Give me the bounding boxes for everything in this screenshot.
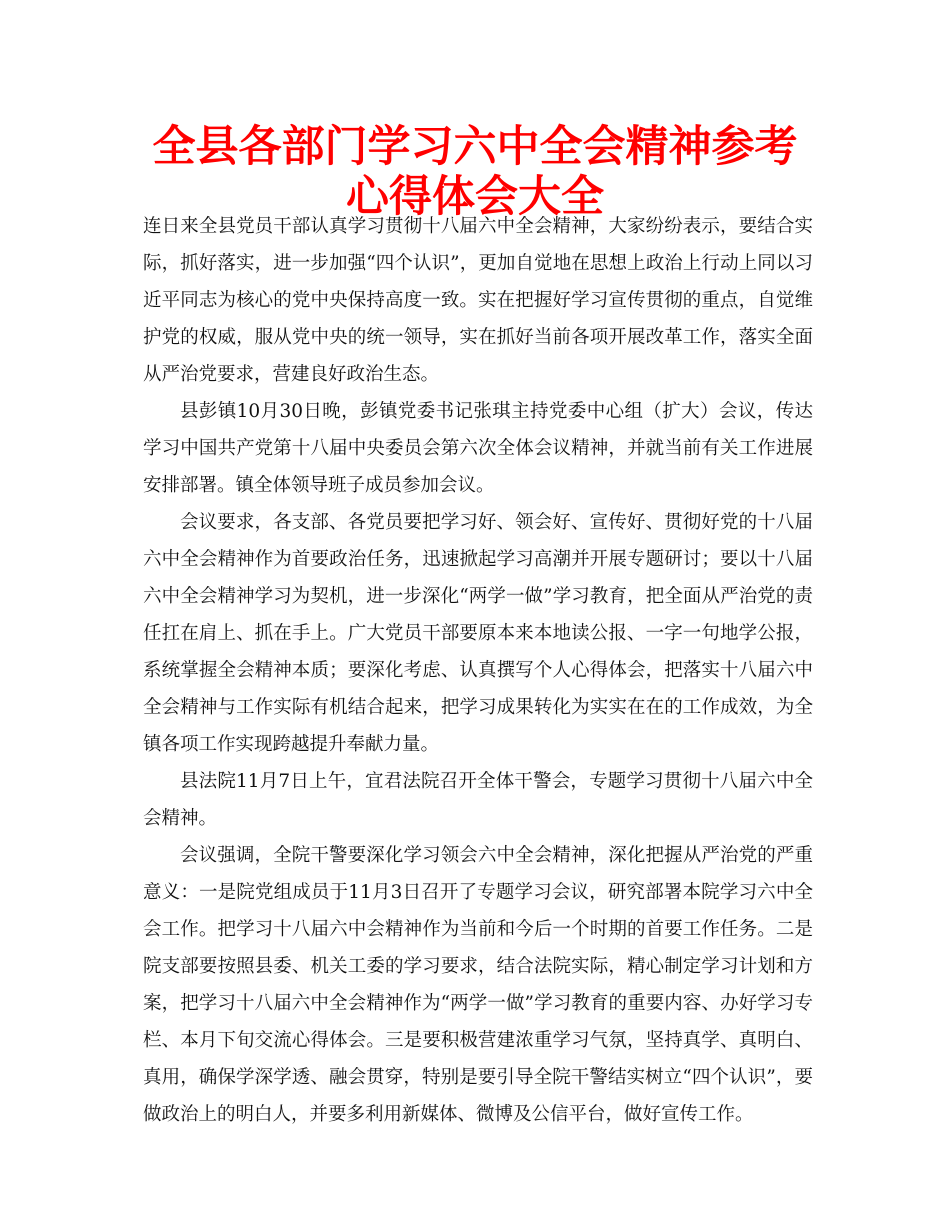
paragraph-4: 县法院11月7日上午，宜君法院召开全体干警会，专题学习贯彻十八届六中全会精神。 — [143, 771, 813, 829]
page-title: 全县各部门学习六中全会精神参考心得体会大全 — [152, 122, 798, 222]
document-body — [143, 208, 813, 1133]
paragraph-1: 连日来全县党员干部认真学习贯彻十八届六中全会精神，大家纷纷表示，要结合实际，抓好落实，进一步加强“四个认识”，更加自觉地在思想上政治上行动上同以习近平同志为核心的党中央保持高度一致。实在把握好学习宣传贯彻的重点，自觉维护党的权威，服从党中央的统一领导，实在抓好当前各项开展改革工作，落实全面从严治党要求，营建良好政治生态。 — [143, 216, 813, 385]
paragraph-2: 县彭镇10月30日晚，彭镇党委书记张琪主持党委中心组（扩大）会议，传达学习中国共产党第十八届中央委员会第六次全体会议精神，并就当前有关工作进展安排部署。镇全体领导班子成员参加会议。 — [143, 401, 813, 496]
paragraph-3: 会议要求，各支部、各党员要把学习好、领会好、宣传好、贯彻好党的十八届六中全会精神作为首要政治任务，迅速掀起学习高潮并开展专题研讨；要以十八届六中全会精神学习为契机，进一步深化“两学一做”学习教育，把全面从严治党的责任扛在肩上、抓在手上。广大党员干部要原本来本地读公报、一字一句地学公报，系统掌握全会精神本质；要深化考虑、认真撰写个人心得体会，把落实十八届六中全会精神与工作实际有机结合起来，把学习成果转化为实实在在的工作成效，为全镇各项工作实现跨越提升奉献力量。 — [143, 512, 813, 755]
paragraph-5: 会议强调，全院干警要深化学习领会六中全会精神，深化把握从严治党的严重意义：一是院党组成员于11月3日召开了专题学习会议，研究部署本院学习六中全会工作。把学习十八届六中会精神作为当前和今后一个时期的首要工作任务。二是院支部要按照县委、机关工委的学习要求，结合法院实际，精心制定学习计划和方案，把学习十八届六中全会精神作为“两学一做”学习教育的重要内容、办好学习专栏、本月下旬交流心得体会。三是要积极营建浓重学习气氛，坚持真学、真明白、真用，确保学深学透、融会贯穿，特别是要引导全院干警结实树立“四个认识”，要做政治上的明白人，并要多利用新媒体、微博及公信平台，做好宣传工作。 — [143, 845, 813, 1125]
